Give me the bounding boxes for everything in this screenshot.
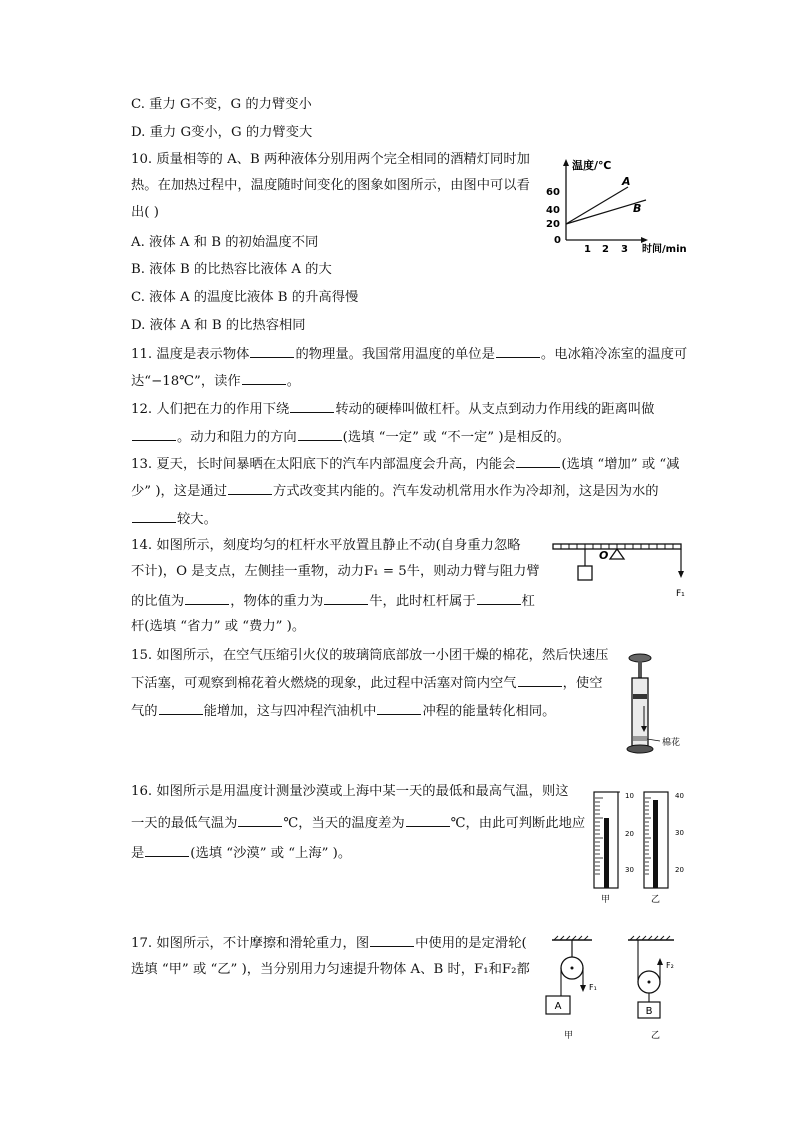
q14-line-3 <box>131 591 535 611</box>
q10-option-c: C. 液体 A 的温度比液体 B 的升高得慢 <box>131 290 359 305</box>
glass-tube <box>632 678 648 746</box>
q10-line-1: 10. 质量相等的 A、B 两种液体分别用两个完全相同的酒精灯同时加 <box>131 152 530 167</box>
answer-blank[interactable] <box>290 399 334 413</box>
q13-line-1 <box>131 454 679 474</box>
q15-text: 冲程的能量转化相同。 <box>422 704 556 719</box>
q10-option-a: A. 液体 A 和 B 的初始温度不同 <box>131 235 319 250</box>
pivot-label: O <box>599 549 609 562</box>
q16-line-2 <box>131 813 585 833</box>
series-a-line <box>566 187 628 224</box>
q13-line-2 <box>131 481 659 501</box>
tick-label: 10 <box>625 792 634 800</box>
q15-line-3 <box>131 701 555 721</box>
answer-blank[interactable] <box>370 933 414 947</box>
series-b-label: B <box>633 202 642 215</box>
hanging-weight <box>578 566 592 580</box>
tick-label: 40 <box>675 792 684 800</box>
q12-text: 。动力和阻力的方向 <box>177 430 297 445</box>
force-1-label: F₁ <box>589 983 597 992</box>
q12-line-2 <box>131 427 570 447</box>
q12-text: 转动的硬棒叫做杠杆。从支点到动力作用线的距离叫做 <box>335 402 655 417</box>
q16-text: 一天的最低气温为 <box>131 816 238 831</box>
answer-blank[interactable] <box>298 427 342 441</box>
q14-line-4: 杆(选填 “省力” 或 “费力” )。 <box>131 619 306 634</box>
tick-label: 30 <box>625 866 634 874</box>
graph-ytick: 40 <box>546 205 560 216</box>
answer-blank[interactable] <box>406 813 450 827</box>
q15-text: 气的 <box>131 704 158 719</box>
q12-text: (选填 “一定” 或 “不一定” )是相反的。 <box>342 430 571 445</box>
q17-line-1 <box>131 933 527 953</box>
q14-text: 杠 <box>521 594 535 609</box>
force-2-label: F₂ <box>666 961 674 970</box>
thermometer-jia-label: 甲 <box>601 895 611 905</box>
graph-ytick: 0 <box>554 235 561 246</box>
graph-ytick: 20 <box>546 219 560 230</box>
answer-blank[interactable] <box>516 454 560 468</box>
q10-option-d: D. 液体 A 和 B 的比热容相同 <box>131 318 306 333</box>
q10-line-3: 出( ) <box>131 205 159 220</box>
q15-fire-syringe-figure <box>618 650 698 758</box>
thermometer-jia <box>594 792 634 888</box>
q15-text: ，使空 <box>562 676 603 691</box>
q17-pulleys-figure <box>536 934 706 1044</box>
q10-temperature-time-graph <box>540 155 700 260</box>
answer-blank[interactable] <box>185 591 229 605</box>
thermometer-yi <box>644 792 684 888</box>
answer-blank[interactable] <box>132 427 176 441</box>
q12-line-1 <box>131 399 654 419</box>
q13-text: 方式改变其内能的。汽车发动机常用水作为冷却剂，这是因为水的 <box>273 484 659 499</box>
q14-text: ，物体的重力为 <box>230 594 324 609</box>
pulley-yi <box>628 936 674 1041</box>
answer-blank[interactable] <box>250 344 294 358</box>
q16-text: ℃，由此可判断此地应 <box>450 816 586 831</box>
q15-line-2 <box>131 673 603 693</box>
q14-line-2: 不计)，O 是支点，左侧挂一重物，动力F₁ = 5牛，则动力臂与阻力臂 <box>131 564 540 579</box>
q14-line-1: 14. 如图所示，刻度均匀的杠杆水平放置且静止不动(自身重力忽略 <box>131 538 521 553</box>
q10-option-b: B. 液体 B 的比热容比液体 A 的大 <box>131 262 332 277</box>
q11-text: 达“−18℃”，读作 <box>131 374 241 389</box>
graph-xtick: 2 <box>602 244 609 255</box>
q15-line-1: 15. 如图所示，在空气压缩引火仪的玻璃筒底部放一小团干燥的棉花，然后快速压 <box>131 648 609 663</box>
q13-text: 13. 夏天，长时间暴晒在太阳底下的汽车内部温度会升高，内能会 <box>131 457 516 472</box>
option-c-prev: C. 重力 G不变，G 的力臂变小 <box>131 97 312 112</box>
pulley-jia <box>546 936 597 1041</box>
answer-blank[interactable] <box>477 591 521 605</box>
q14-text: 牛，此时杠杆属于 <box>369 594 476 609</box>
q13-line-3 <box>131 509 217 529</box>
q16-text: 是 <box>131 846 145 861</box>
q11-text: 。 <box>286 374 301 389</box>
q11-line-1 <box>131 344 687 364</box>
pulley-jia-label: 甲 <box>564 1031 574 1041</box>
q14-lever-figure <box>550 538 695 600</box>
q10-line-2: 热。在加热过程中，温度随时间变化的图象如图所示，由图中可以看 <box>131 178 530 193</box>
q14-text: 的比值为 <box>131 594 185 609</box>
q12-text: 12. 人们把在力的作用下绕 <box>131 402 290 417</box>
q13-text: 少” )，这是通过 <box>131 484 227 499</box>
q16-text: (选填 “沙漠” 或 “上海” )。 <box>190 846 352 861</box>
block-a-label: A <box>554 1001 562 1012</box>
q16-thermometers-figure <box>586 788 696 906</box>
pulley-yi-label: 乙 <box>651 1031 661 1041</box>
q17-line-2: 选填 “甲” 或 “乙” )，当分别用力匀速提升物体 A、B 时，F₁和F₂都 <box>131 962 530 977</box>
answer-blank[interactable] <box>518 673 562 687</box>
block-b-label: B <box>645 1006 653 1017</box>
thermometer-yi-label: 乙 <box>651 895 661 905</box>
q11-line-2 <box>131 371 300 391</box>
q16-line-3 <box>131 843 351 863</box>
graph-ytick: 60 <box>546 187 560 198</box>
answer-blank[interactable] <box>132 509 176 523</box>
tick-label: 30 <box>675 829 684 837</box>
answer-blank[interactable] <box>238 813 282 827</box>
answer-blank[interactable] <box>377 701 421 715</box>
answer-blank[interactable] <box>228 481 272 495</box>
q11-text: 11. 温度是表示物体 <box>131 347 250 362</box>
tick-label: 20 <box>625 830 634 838</box>
answer-blank[interactable] <box>242 371 286 385</box>
graph-ylabel: 温度/℃ <box>572 159 612 172</box>
q15-text: 能增加，这与四冲程汽油机中 <box>203 704 377 719</box>
answer-blank[interactable] <box>324 591 368 605</box>
q16-line-1: 16. 如图所示是用温度计测量沙漠或上海中某一天的最低和最高气温，则这 <box>131 784 569 799</box>
q17-text: 17. 如图所示，不计摩擦和滑轮重力，图 <box>131 936 370 951</box>
tick-label: 20 <box>675 866 684 874</box>
q13-text: (选填 “增加” 或 “减 <box>561 457 680 472</box>
series-a-label: A <box>622 175 631 188</box>
q13-text: 较大。 <box>177 512 217 527</box>
fulcrum-triangle <box>610 549 624 559</box>
answer-blank[interactable] <box>159 701 203 715</box>
answer-blank[interactable] <box>496 344 540 358</box>
q11-text: 的物理量。我国常用温度的单位是 <box>295 347 495 362</box>
cotton-label: 棉花 <box>662 738 681 748</box>
q17-text: 中使用的是定滑轮( <box>415 936 527 951</box>
answer-blank[interactable] <box>145 843 189 857</box>
q15-text: 下活塞，可观察到棉花着火燃烧的现象，此过程中活塞对筒内空气 <box>131 676 517 691</box>
q11-text: 。电冰箱冷冻室的温度可 <box>540 347 688 362</box>
force-label: F₁ <box>676 589 685 599</box>
graph-xtick: 3 <box>621 244 628 255</box>
graph-xtick: 1 <box>584 244 591 255</box>
option-d-prev: D. 重力 G变小，G 的力臂变大 <box>131 125 313 140</box>
q16-text: ℃，当天的温度差为 <box>283 816 405 831</box>
graph-xlabel: 时间/min <box>642 244 687 255</box>
